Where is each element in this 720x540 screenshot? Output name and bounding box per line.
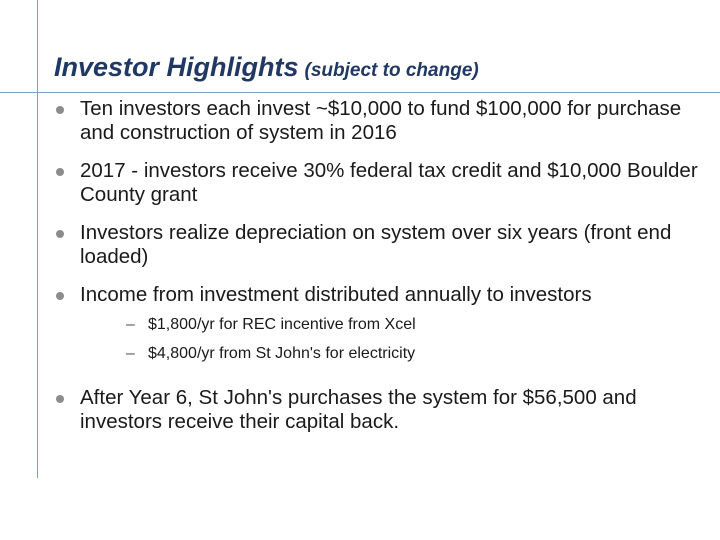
vertical-rule (37, 0, 38, 478)
bullet-dot-icon (56, 395, 64, 403)
bullet-dot-icon (56, 292, 64, 300)
bullet-dot-icon (56, 230, 64, 238)
bullet-item (52, 283, 702, 364)
sub-bullet-item (126, 315, 702, 335)
bullet-text: After Year 6, St John's purchases the system for $56,500 and investors receive their capital back. (80, 386, 637, 433)
title-main: Investor Highlights (54, 52, 299, 82)
sub-bullet-item (126, 344, 702, 364)
sub-bullet-list (126, 315, 702, 364)
bullet-text: Income from investment distributed annually to investors (80, 283, 592, 306)
slide-title (54, 52, 479, 83)
sub-bullet-text: $4,800/yr from St John's for electricity (148, 345, 416, 362)
bullet-text: 2017 - investors receive 30% federal tax credit and $10,000 Boulder County grant (80, 159, 698, 206)
bullet-item (52, 221, 702, 269)
bullet-item (52, 97, 702, 145)
bullet-text: Ten investors each invest ~$10,000 to fund $100,000 for purchase and construction of system in 2016 (80, 97, 682, 144)
title-subtitle: (subject to change) (304, 60, 479, 81)
slide-content (52, 97, 702, 448)
bullet-dot-icon (56, 168, 64, 176)
dash-icon: – (126, 345, 135, 362)
sub-bullet-text: $1,800/yr for REC incentive from Xcel (148, 316, 416, 333)
bullet-dot-icon (56, 106, 64, 114)
bullet-item (52, 159, 702, 207)
dash-icon: – (126, 316, 135, 333)
bullet-item (52, 386, 702, 434)
bullet-list (52, 97, 702, 434)
bullet-text: Investors realize depreciation on system over six years (front end loaded) (80, 221, 672, 268)
horizontal-rule (0, 92, 720, 93)
